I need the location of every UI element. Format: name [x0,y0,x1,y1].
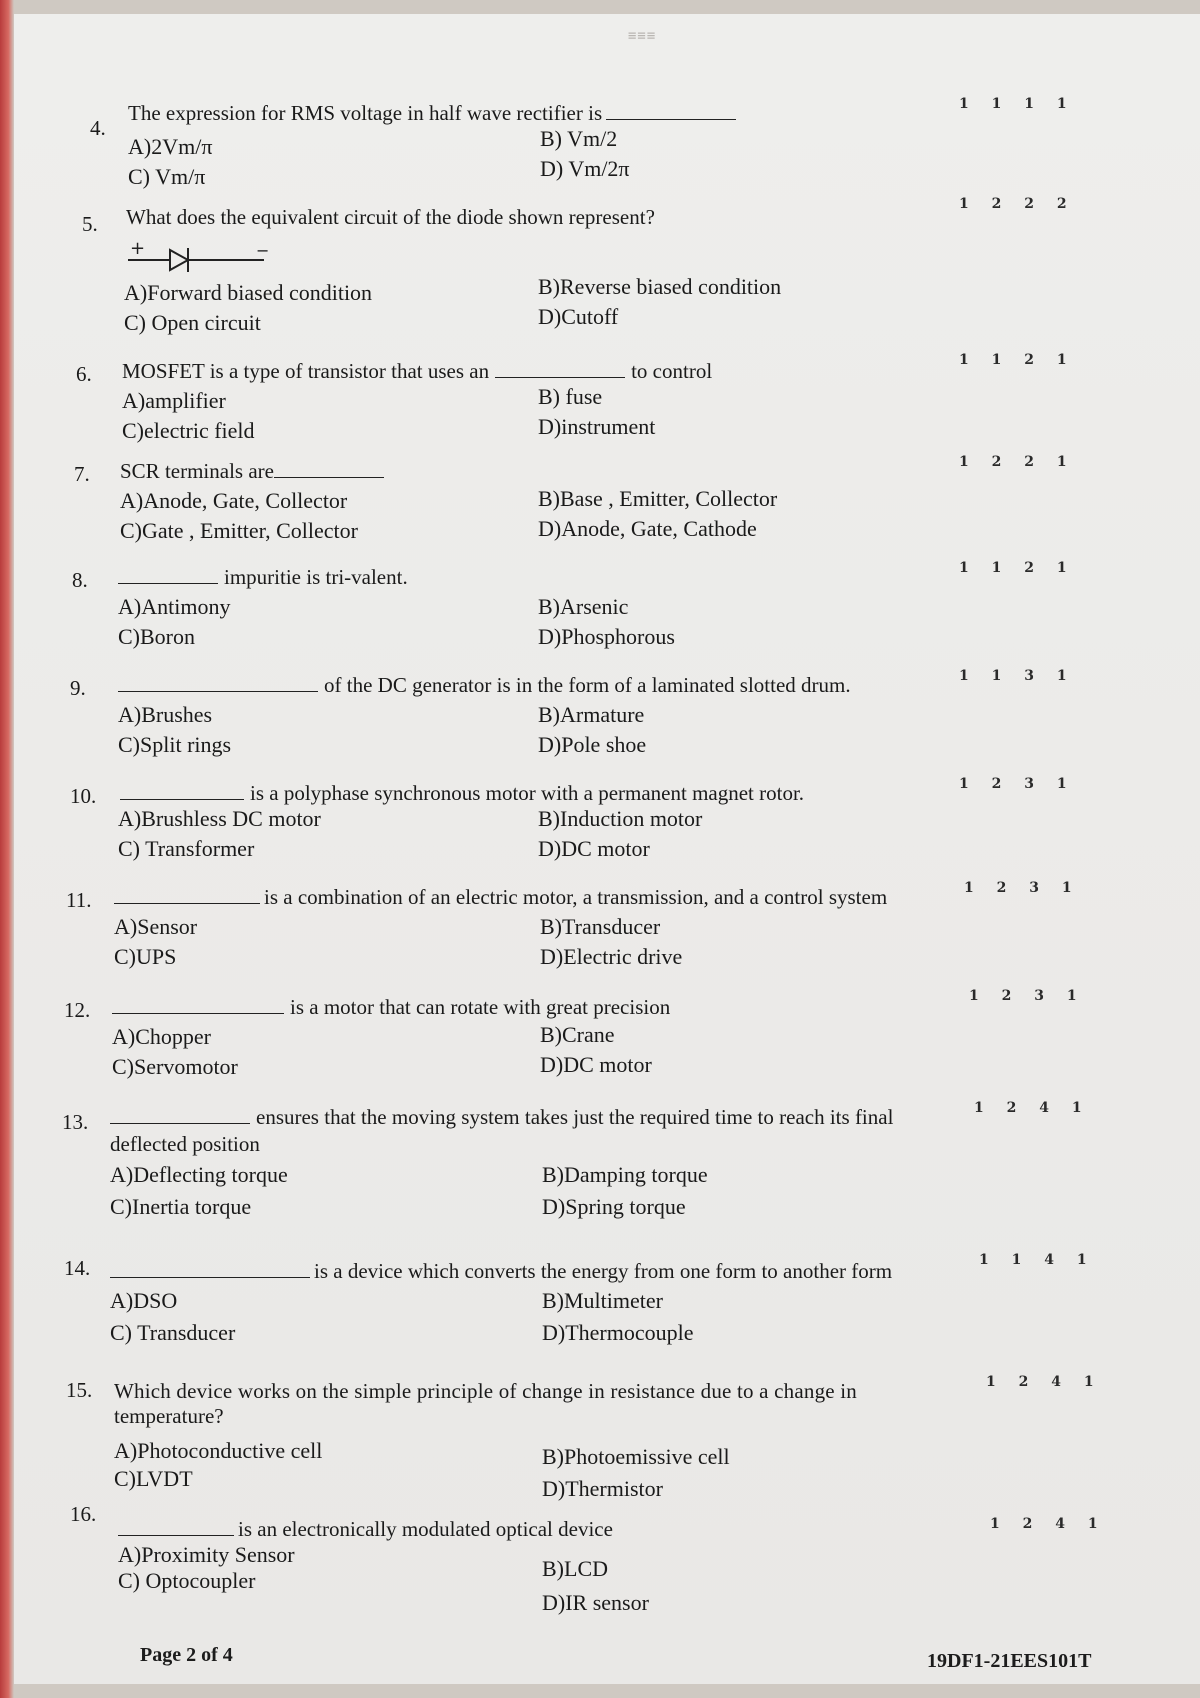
option-b: B)Crane [540,1022,615,1047]
option-b: B)Arsenic [538,594,629,619]
option-b: B)Reverse biased condition [538,274,782,299]
marks-columns: 1 1 4 1 [979,1252,1087,1268]
option-d: D)DC motor [538,836,650,861]
option-a: A)Chopper [112,1024,211,1049]
question-number: 12. [64,998,91,1022]
answer-blank [118,1517,234,1536]
option-c: C)Inertia torque [110,1194,252,1219]
option-c: C)Servomotor [112,1054,238,1079]
option-a: A)Photoconductive cell [114,1438,323,1463]
option-d: D) Vm/2π [540,156,630,181]
question-number: 4. [90,116,106,140]
question-stem: SCR terminals are [120,458,384,484]
option-c: C) Open circuit [124,310,261,335]
question-number: 7. [74,462,90,486]
question-stem: What does the equivalent circuit of the diode shown represent? [126,205,655,229]
answer-blank [120,781,244,800]
question-number: 6. [76,362,92,386]
marks-columns: 1 1 3 1 [959,668,1067,684]
option-b: B)Transducer [540,914,661,939]
option-c: C)Gate , Emitter, Collector [120,518,358,543]
question-stem-continued: temperature? [114,1404,224,1428]
option-d: D)Spring torque [542,1194,686,1219]
question-number: 8. [72,568,88,592]
option-a: A)Sensor [114,914,198,939]
answer-blank [118,565,218,584]
marks-columns: 1 1 1 1 [959,96,1067,112]
option-c: C) Optocoupler [118,1568,256,1593]
answer-blank [118,673,318,692]
option-a: A)Brushes [118,702,213,727]
question-number: 5. [82,212,98,236]
option-c: C)LVDT [114,1466,193,1491]
svg-text:−: − [256,241,270,260]
option-c: C)Boron [118,624,195,649]
option-b: B) fuse [538,384,603,409]
marks-columns: 1 2 3 1 [969,988,1077,1004]
answer-blank [112,995,284,1014]
answer-blank [110,1105,250,1124]
question-stem: is a combination of an electric motor, a transmission, and a control system [114,884,887,910]
option-d: D)Electric drive [540,944,683,969]
question-number: 16. [70,1502,97,1526]
paper-edge [0,0,14,1698]
option-b: B) Vm/2 [540,126,618,151]
option-d: D)instrument [538,414,656,439]
option-d: D)Phosphorous [538,624,675,649]
option-a: A)Anode, Gate, Collector [120,488,348,513]
option-b: B)LCD [542,1556,608,1581]
question-stem: The expression for RMS voltage in half wave rectifier is [128,100,736,126]
answer-blank [274,459,384,478]
option-d: D)Cutoff [538,304,619,329]
question-number: 15. [66,1378,93,1402]
svg-text:+: + [130,240,146,259]
question-number: 13. [62,1110,89,1134]
question-stem: is a device which converts the energy from one form to another form [110,1258,892,1284]
option-a: A)DSO [110,1288,178,1313]
option-b: B)Multimeter [542,1288,663,1313]
option-b: B)Base , Emitter, Collector [538,486,778,511]
option-b: B)Induction motor [538,806,703,831]
option-d: D)Thermistor [542,1476,663,1501]
option-b: B)Damping torque [542,1162,708,1187]
diode-symbol-icon [126,240,276,274]
marks-columns: 1 2 4 1 [974,1100,1082,1116]
question-stem: of the DC generator is in the form of a laminated slotted drum. [118,672,851,698]
option-a: A)2Vm/π [128,134,213,159]
marks-columns: 1 1 2 1 [959,560,1067,576]
option-a: A)Forward biased condition [124,280,373,305]
answer-blank [606,101,736,120]
marks-columns: 1 2 3 1 [959,776,1067,792]
option-c: C)UPS [114,944,177,969]
question-stem: impuritie is tri-valent. [118,564,408,590]
question-stem: is a motor that can rotate with great precision [112,994,670,1020]
marks-columns: 1 2 2 2 [959,196,1067,212]
marks-columns: 1 2 4 1 [986,1374,1094,1390]
page-number: Page 2 of 4 [140,1644,233,1666]
option-c: C)Split rings [118,732,232,757]
option-a: A)amplifier [122,388,226,413]
question-number: 14. [64,1256,91,1280]
answer-blank [110,1259,310,1278]
option-a: A)Proximity Sensor [118,1542,295,1567]
option-d: D)Anode, Gate, Cathode [538,516,757,541]
question-stem: Which device works on the simple principle of change in resistance due to a change in [114,1379,857,1403]
option-b: B)Photoemissive cell [542,1444,730,1469]
option-a: A)Antimony [118,594,231,619]
option-a: A)Deflecting torque [110,1162,288,1187]
marks-columns: 1 2 2 1 [959,454,1067,470]
option-a: A)Brushless DC motor [118,806,321,831]
option-b: B)Armature [538,702,645,727]
question-stem: is a polyphase synchronous motor with a permanent magnet rotor. [120,780,804,806]
option-d: D)IR sensor [542,1590,649,1615]
question-stem-continued: deflected position [110,1132,260,1156]
option-d: D)Thermocouple [542,1320,694,1345]
option-c: C) Transducer [110,1320,236,1345]
option-c: C) Vm/π [128,164,206,189]
exam-page [14,14,1200,1684]
marks-columns: 1 1 2 1 [959,352,1067,368]
question-stem: ensures that the moving system takes just the required time to reach its final [110,1104,893,1130]
question-number: 9. [70,676,86,700]
option-c: C) Transformer [118,836,255,861]
question-stem: MOSFET is a type of transistor that uses an to control [122,359,713,383]
option-c: C)electric field [122,418,255,443]
marks-columns: 1 2 3 1 [964,880,1072,896]
question-stem: is an electronically modulated optical device [118,1516,613,1542]
option-d: D)DC motor [540,1052,652,1077]
answer-blank [114,885,260,904]
question-number: 10. [70,784,97,808]
scan-artifact-header: ≡≡≡ [628,28,657,44]
answer-blank [495,359,625,378]
question-number: 11. [66,888,92,912]
paper-code: 19DF1-21EES101T [927,1650,1092,1672]
marks-columns: 1 2 4 1 [990,1516,1098,1532]
option-d: D)Pole shoe [538,732,647,757]
